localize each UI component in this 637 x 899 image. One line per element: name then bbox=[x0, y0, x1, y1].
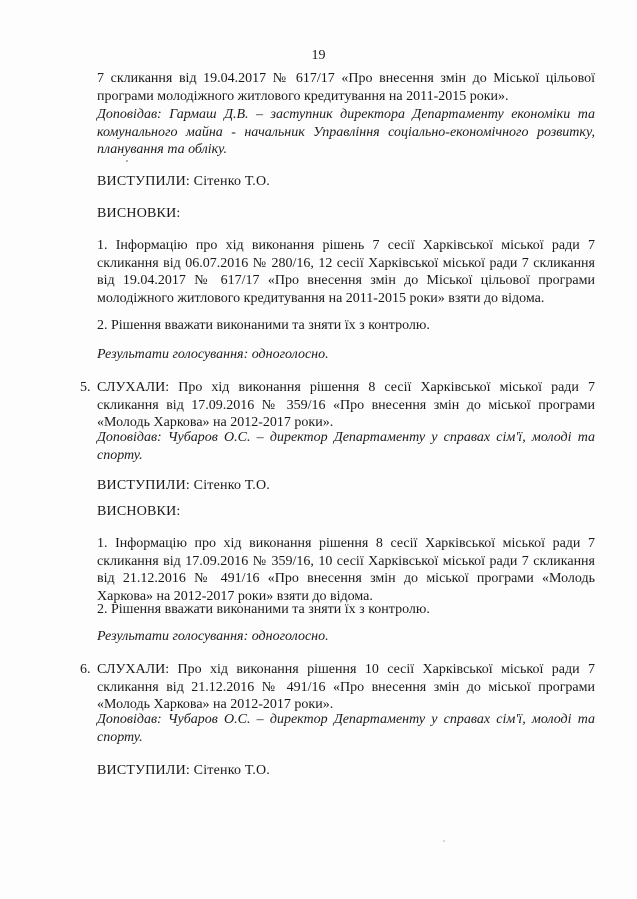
continued-decision-text: 7 скликання від 19.04.2017 № 617/17 «Про внесення змін до Міської цільової програми молодіжного житлового кредитування на 2011-2015 роки». bbox=[97, 71, 595, 104]
item-5-spoke: ВИСТУПИЛИ: Сітенко Т.О. bbox=[97, 478, 270, 493]
top-conclusion-2: 2. Рішення вважати виконаними та зняти їх з контролю. bbox=[97, 318, 430, 333]
item-6-number: 6. bbox=[80, 662, 91, 677]
item-5-vote: Результати голосування: одноголосно. bbox=[97, 629, 329, 644]
item-5-number: 5. bbox=[80, 380, 91, 395]
scan-speck bbox=[126, 160, 128, 162]
top-speaker bbox=[97, 106, 595, 159]
top-conclusion-1: 1. Інформацію про хід виконання рішень 7 сесії Харківської міської ради 7 скликання від 06.07.2016 № 280/16, 12 сесії Харківської міської ради 7 скликання від 19.04.2017 № 617/17 «Про внесення змін до Міської цільової програми молодіжного житлового кредитування на 2011-2015 роки» взяти до відома. bbox=[97, 238, 595, 306]
item-6-heard: СЛУХАЛИ: Про хід виконання рішення 10 сесії Харківської міської ради 7 скликання від 21.12.2016 № 491/16 «Про внесення змін до міської програми «Молодь Харкова» на 2012-2017 роки». bbox=[97, 662, 595, 712]
top-speaker-label: Доповідав: bbox=[97, 107, 162, 122]
top-speaker-text: Гармаш Д.В. – заступник директора Департаменту економіки та комунального майна - начальник Управління соціально-економічного розвитку, планування та обліку. bbox=[97, 107, 595, 157]
item-5-heard: СЛУХАЛИ: Про хід виконання рішення 8 сесії Харківської міської ради 7 скликання від 17.09.2016 № 359/16 «Про внесення змін до міської програми «Молодь Харкова» на 2012-2017 роки». bbox=[97, 380, 595, 430]
top-vote: Результати голосування: одноголосно. bbox=[97, 347, 329, 362]
item-6-speaker: Доповідав: Чубаров О.С. – директор Департаменту у справах сім'ї, молоді та спорту. bbox=[97, 712, 595, 745]
item-5-speaker: Доповідав: Чубаров О.С. – директор Департаменту у справах сім'ї, молоді та спорту. bbox=[97, 430, 595, 463]
scan-speck bbox=[443, 840, 445, 842]
top-spoke: ВИСТУПИЛИ: Сітенко Т.О. bbox=[97, 174, 270, 189]
item-5-conclusion-2: 2. Рішення вважати виконаними та зняти їх з контролю. bbox=[97, 602, 430, 617]
item-5-conclusion-1: 1. Інформацію про хід виконання рішення 8 сесії Харківської міської ради 7 скликання від 17.09.2016 № 359/16, 10 сесії Харківської міської ради 7 скликання від 21.12.2016 № 491/16 «Про внесення змін до міської програми «Молодь Харкова» на 2012-2017 роки» взяти до відома. bbox=[97, 536, 595, 604]
item-6-spoke: ВИСТУПИЛИ: Сітенко Т.О. bbox=[97, 763, 270, 778]
page-number: 19 bbox=[311, 48, 326, 63]
item-5-conclusions-label: ВИСНОВКИ: bbox=[97, 504, 181, 519]
top-conclusions-label: ВИСНОВКИ: bbox=[97, 206, 181, 221]
